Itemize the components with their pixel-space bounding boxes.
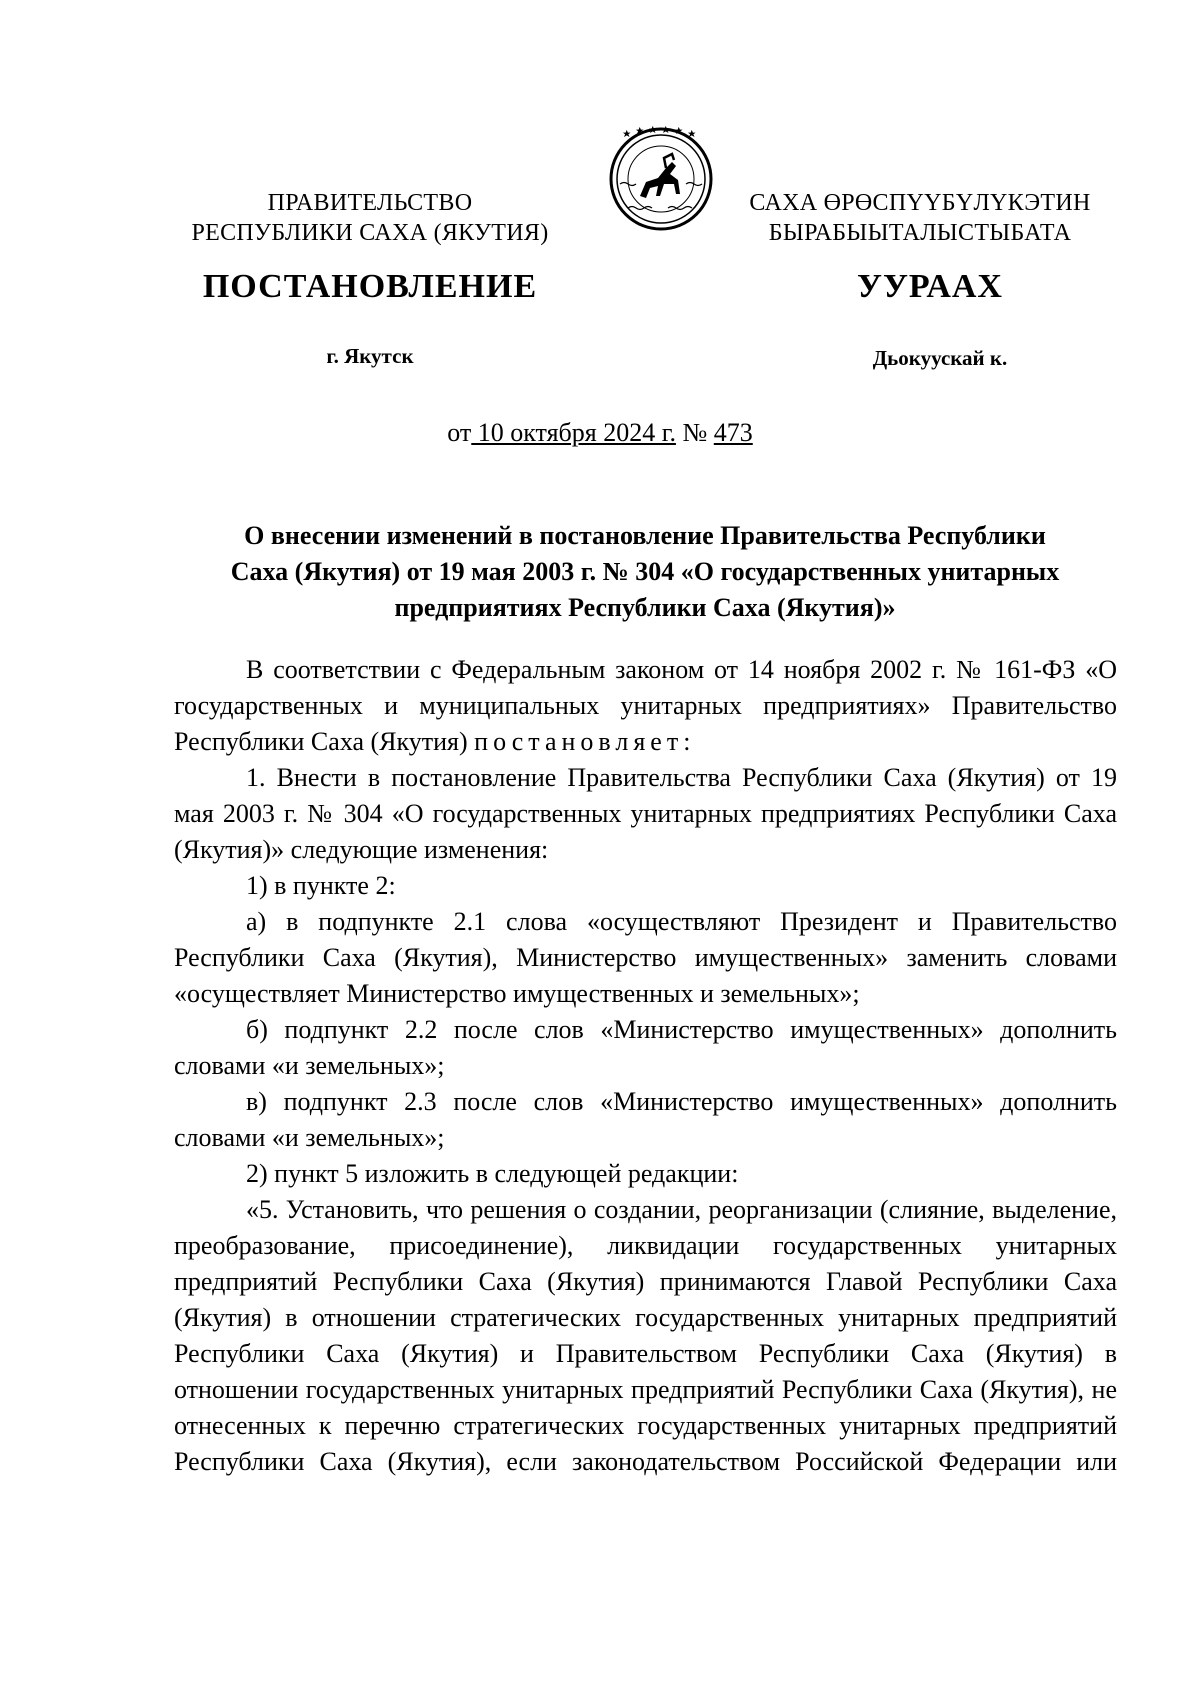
preamble-text: В соответствии с Федеральным законом от 14 ноября 2002 г. № 161-ФЗ «О государственных и муниципальных унитарных предприятиях» Правительство Республики Саха (Якутия) [174, 655, 1117, 756]
paragraph-subitem-a: а) в подпункте 2.1 слова «осуществляют Президент и Правительство Республики Саха (Якутия), Министерство имущественных» заменить словами «осуществляет Министерство имущественных и земельных»; [174, 907, 1117, 1008]
title-line3: предприятиях Республики Саха (Якутия)» [394, 593, 896, 622]
document-number: 473 [713, 418, 753, 447]
paragraph-subitem-2: 2) пункт 5 изложить в следующей редакции: [246, 1159, 739, 1188]
header-left-line1: ПРАВИТЕЛЬСТВО [267, 190, 473, 216]
city-left: г. Якутск [326, 344, 414, 368]
paragraph-subitem-b: б) подпункт 2.2 после слов «Министерство имущественных» дополнить словами «и земельных»; [174, 1015, 1117, 1080]
doc-type-right: УУРААХ [857, 268, 1003, 305]
header-right-line2: БЫРАБЫЫТАЛЫСТЫБАТА [768, 220, 1072, 246]
paragraph-subitem-1: 1) в пункте 2: [246, 871, 396, 900]
paragraph-item-5: «5. Установить, что решения о создании, реорганизации (слияние, выделение, преобразование, присоединение), ликвидации государственных унитарных предприятий Республики Саха (Якутия) принимаются Главой Республики Саха (Якутия) в отношении стратегических государственных унитарных предприятий Республики Саха (Якутия) и Правительством Республики Саха (Якутия) в отношении государственных унитарных предприятий Республики Саха (Якутия), не отнесенных к перечню стратегических государственных унитарных предприятий Республики Саха (Якутия), если законодательством Российской Федерации или [174, 1195, 1117, 1476]
date-prefix: от [447, 418, 472, 447]
header-right-line1: САХА ӨРӨСПҮҮБҮЛҮКЭТИН [749, 190, 1091, 216]
paragraph-item-1: 1. Внести в постановление Правительства Республики Саха (Якутия) от 19 мая 2003 г. № 304 «О государственных унитарных предприятиях Республики Саха (Якутия)» следующие изменения: [174, 763, 1117, 864]
preamble-end: : [683, 727, 691, 756]
city-right: Дьокуускай к. [872, 346, 1008, 370]
number-sign: № [675, 418, 714, 447]
document-title [175, 518, 1115, 626]
title-line2: Саха (Якутия) от 19 мая 2003 г. № 304 «О государственных унитарных [230, 557, 1060, 586]
sakha-republic-emblem-icon [606, 124, 716, 234]
date-line [0, 418, 1200, 448]
doc-type-left: ПОСТАНОВЛЕНИЕ [202, 268, 538, 305]
paragraph-preamble [174, 652, 1117, 760]
header-left-line2: РЕСПУБЛИКИ САХА (ЯКУТИЯ) [191, 220, 549, 246]
header-right [720, 188, 1120, 248]
header-left [170, 188, 570, 248]
preamble-spaced-word: постановляет [474, 727, 684, 756]
date-value: 10 октября 2024 г. [471, 418, 676, 447]
title-line1: О внесении изменений в постановление Правительства Республики [244, 521, 1046, 550]
document-body [174, 652, 1117, 1480]
paragraph-subitem-v: в) подпункт 2.3 после слов «Министерство имущественных» дополнить словами «и земельных»; [174, 1087, 1117, 1152]
